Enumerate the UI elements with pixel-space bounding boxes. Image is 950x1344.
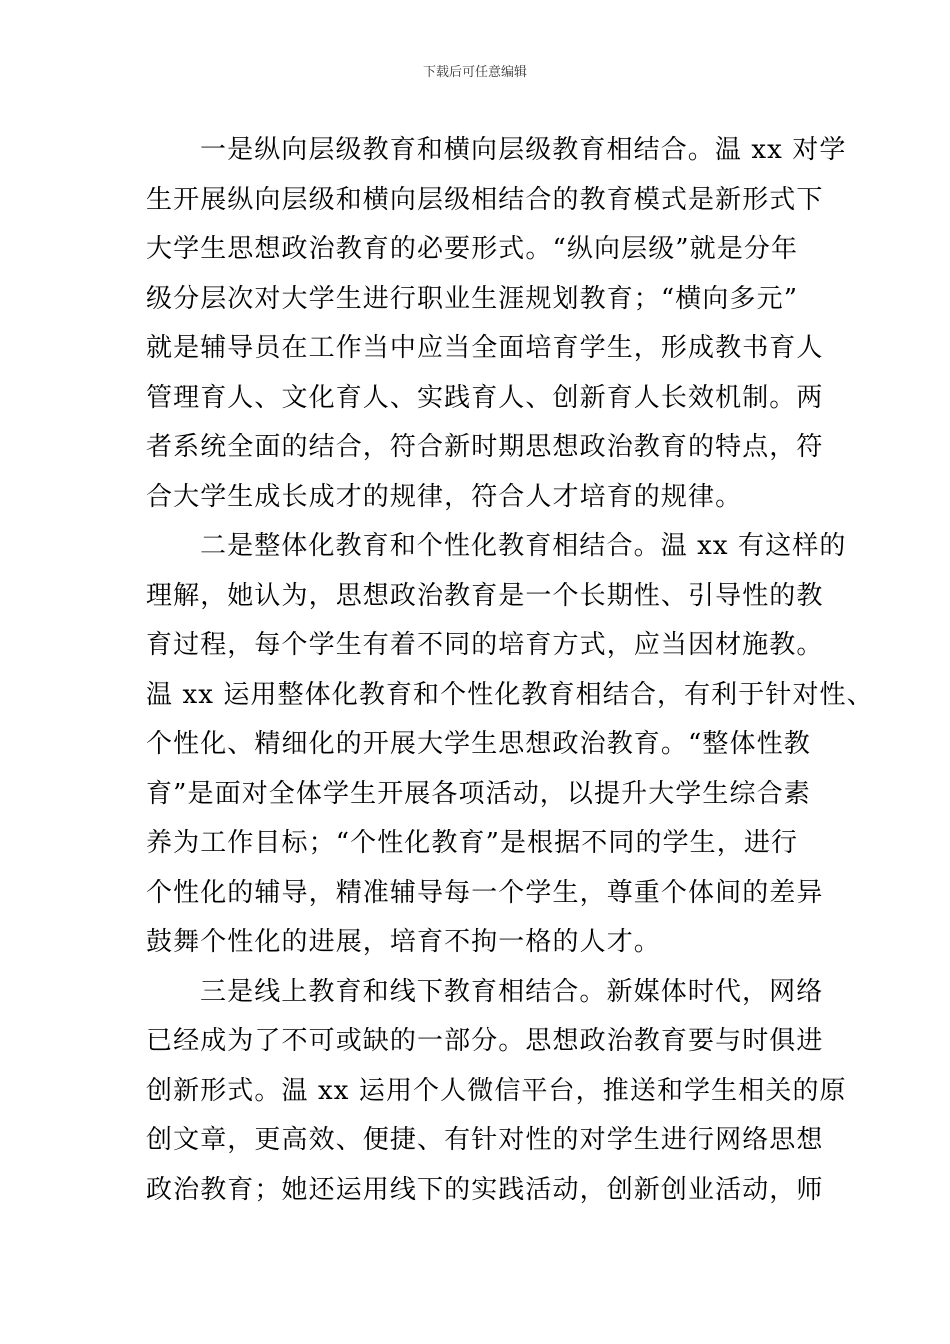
paragraph-2-line: 温 xx 运用整体化教育和个性化教育相结合，有利于针对性、	[146, 679, 874, 710]
body-text	[146, 126, 874, 1215]
paragraph-2-line: 育”是面对全体学生开展各项活动，以提升大学生综合素	[146, 778, 811, 809]
paragraph-3-line: 已经成为了不可或缺的一部分。思想政治教育要与时俱进	[146, 1026, 824, 1056]
paragraph-1-line: 大学生思想政治教育的必要形式。“纵向层级”就是分年	[146, 234, 799, 264]
paragraph-1-line: 者系统全面的结合，符合新时期思想政治教育的特点，符	[146, 432, 824, 462]
paragraph-2-line: 育过程，每个学生有着不同的培育方式，应当因材施教。	[146, 630, 824, 660]
paragraph-1-line: 管理育人、文化育人、实践育人、创新育人长效机制。两	[146, 382, 824, 413]
paragraph-3-line: 政治教育；她还运用线下的实践活动，创新创业活动，师	[146, 1174, 824, 1205]
paragraph-1-line: 合大学生成长成才的规律，符合人才培育的规律。	[146, 481, 743, 512]
paragraph-2-line: 理解，她认为，思想政治教育是一个长期性、引导性的教	[146, 580, 824, 611]
paragraph-1-line: 级分层次对大学生进行职业生涯规划教育；“横向多元”	[146, 283, 799, 314]
page-header: 下载后可任意编辑	[422, 65, 527, 80]
paragraph-2-line: 个性化的辅导，精准辅导每一个学生，尊重个体间的差异	[146, 877, 824, 908]
paragraph-3-line: 创文章，更高效、便捷、有针对性的对学生进行网络思想	[146, 1125, 824, 1155]
paragraph-3-line: 创新形式。温 xx 运用个人微信平台，推送和学生相关的原	[146, 1075, 847, 1106]
paragraph-1-line: 一是纵向层级教育和横向层级教育相结合。温 xx 对学	[200, 135, 847, 165]
paragraph-1-line: 生开展纵向层级和横向层级相结合的教育模式是新形式下	[146, 184, 824, 215]
paragraph-2-line: 个性化、精细化的开展大学生思想政治教育。“整体性教	[146, 729, 811, 759]
paragraph-2-line: 二是整体化教育和个性化教育相结合。温 xx 有这样的	[200, 531, 847, 561]
paragraph-3-line: 三是线上教育和线下教育相结合。新媒体时代，网络	[200, 976, 824, 1007]
paragraph-2-line: 鼓舞个性化的进展，培育不拘一格的人才。	[146, 927, 661, 957]
paragraph-1-line: 就是辅导员在工作当中应当全面培育学生，形成教书育人	[146, 333, 824, 363]
paragraph-2-line: 养为工作目标；“个性化教育”是根据不同的学生，进行	[146, 828, 799, 858]
